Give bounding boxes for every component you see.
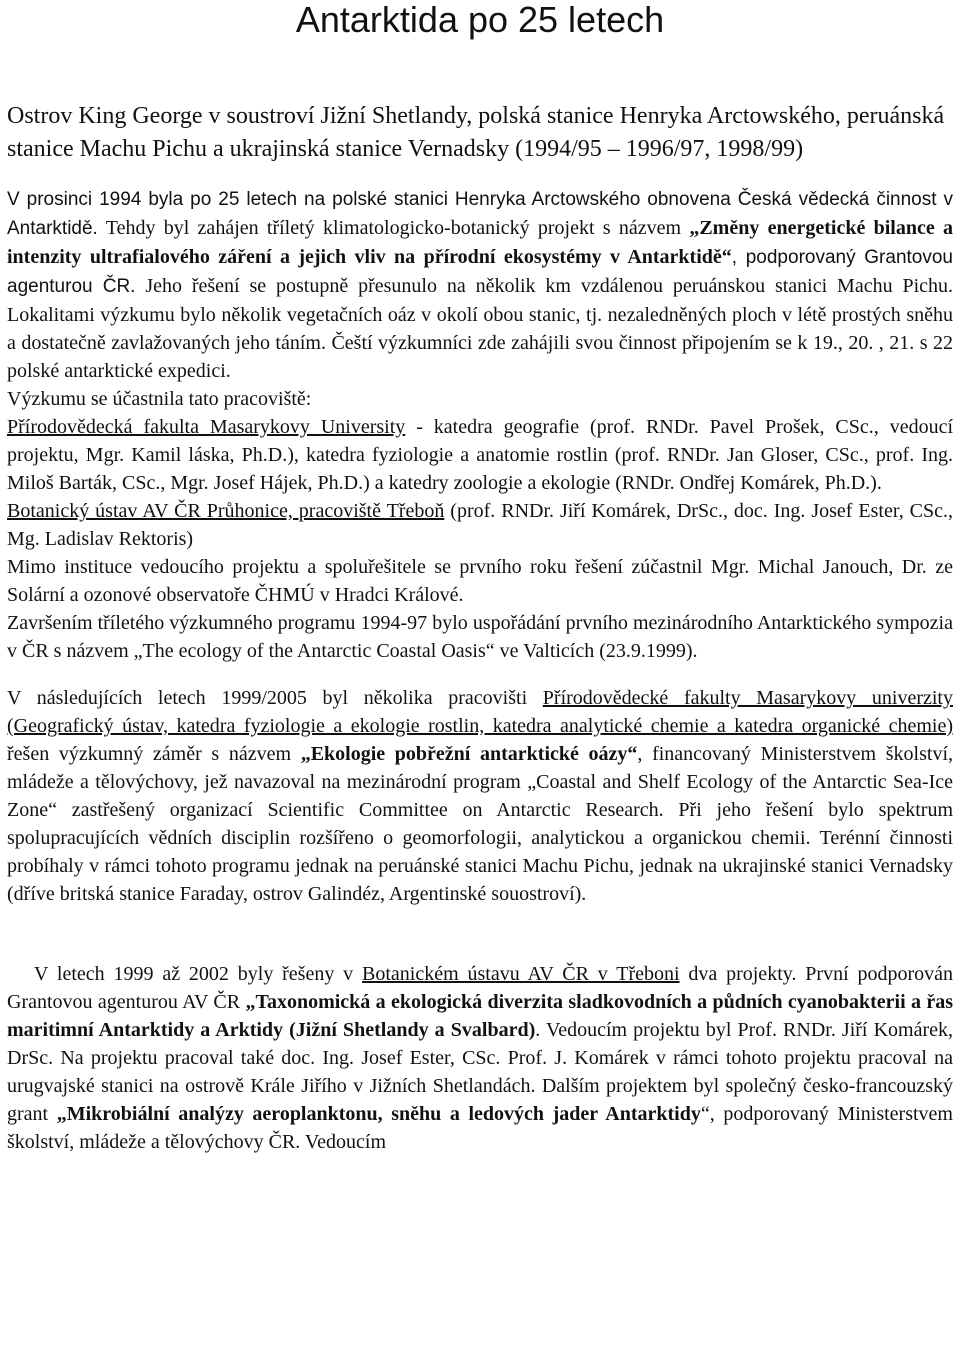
project-title-3: „Taxonomická a ekologická diverzita sladkovodních a půdních cyanobakterii a řas maritimní Antarktidy a Arktidy (Jižní Shetlandy a Svalbard) bbox=[7, 991, 953, 1041]
spacer bbox=[7, 908, 953, 960]
paragraph-3 bbox=[7, 960, 953, 1156]
p1-sentence-2: Tehdy byl zahájen tříletý klimatologicko-botanický projekt s názvem bbox=[97, 217, 690, 239]
p1-sentence-8: Mimo instituce vedoucího projektu a spoluřešitele se prvního roku řešení zúčastnil Mgr. Michal Janouch, Dr. ze Solární a ozonové observatoře ČHMÚ v Hradci Králové. bbox=[7, 556, 953, 606]
spacer bbox=[7, 665, 953, 684]
institution-link-2[interactable]: Botanický ústav AV ČR Průhonice, pracoviště Třeboň bbox=[7, 500, 445, 522]
p2-sentence-3: , financovaný Ministerstvem školství, mládeže a tělovýchovy, jež navazoval na mezinárodní program „Coastal and Shelf Ecology of the Antarctic Sea-Ice Zone“ zastřešený organizací Scientific Committee on Antarctic Research. Při jeho řešení bylo spektrum spolupracujících vědních disciplin rozšířeno o geomorfologii, analytickou a organickou chemii. Terénní činnosti probíhaly v rámci tohoto programu jednak na peruánské stanici Machu Pichu, jednak na ukrajinské stanici Vernadsky (dříve britská stanice Faraday, ostrov Galindéz, Argentinské souostroví). bbox=[7, 743, 954, 905]
subtitle: Ostrov King George v soustroví Jižní Shetlandy, polská stanice Henryka Arctowského, peruánská stanice Machu Pichu a ukrajinská stanice Vernadsky (1994/95 – 1996/97, 1998/99) bbox=[7, 103, 945, 162]
p1-sentence-7: (prof. RNDr. Jiří Komárek, DrSc., doc. Ing. Josef Ester, CSc., Mg. Ladislav Rektoris) bbox=[7, 500, 953, 550]
paragraph-1 bbox=[7, 185, 953, 665]
p1-sentence-6: - katedra geografie (prof. RNDr. Pavel Prošek, CSc., vedoucí projektu, Mgr. Kamil láska, Ph.D.), katedra fyziologie a anatomie rostlin (prof. RNDr. Jan Gloser, CSc., prof. Ing. Miloš Barták, CSc., Mgr. Josef Hájek, Ph.D.) a katedry zoologie a ekologie (RNDr. Ondřej Komárek, Ph.D.). bbox=[7, 416, 953, 494]
paragraph-2 bbox=[7, 684, 953, 908]
institution-link-3[interactable]: Přírodovědecké fakulty Masarykovy univerzity (Geografický ústav, katedra fyziologie a ekologie rostlin, katedra analytické chemie a katedra organické chemie) bbox=[7, 687, 953, 737]
p1-sentence-5: Výzkumu se účastnila tato pracoviště: bbox=[7, 388, 312, 410]
project-title-4: „Mikrobiální analýzy aeroplanktonu, sněhu a ledových jader Antarktidy bbox=[56, 1103, 701, 1125]
spacer bbox=[7, 166, 953, 185]
p1-sentence-9: Završením tříletého výzkumného programu 1994-97 bylo uspořádání prvního mezinárodního Antarktického sympozia v ČR s názvem „The ecology of the Antarctic Coastal Oasis“ ve Valticích (23.9.1999). bbox=[7, 612, 953, 662]
institution-link-4[interactable]: Botanickém ústavu AV ČR v Třeboni bbox=[362, 963, 680, 985]
p3-sentence-3: . Vedoucím projektu byl Prof. RNDr. Jiří Komárek, DrSc. Na projektu pracoval také doc. Ing. Josef Ester, CSc. Prof. J. Komárek v rámci tohoto projektu pracoval na urugvajské stanici na ostrově Krále Jiřího v Jižních Shetlandách. Dalším projektem byl společný česko-francouzský grant bbox=[7, 1019, 953, 1125]
p2-sentence-1: V následujících letech 1999/2005 byl několika pracovišti bbox=[7, 687, 543, 709]
p3-sentence-1: V letech 1999 až 2002 byly řešeny v bbox=[34, 963, 363, 985]
p1-sentence-4: Jeho řešení se postupně přesunulo na několik km vzdálenou peruánskou stanici Machu Pichu. Lokalitami výzkumu bylo několik vegetačních oáz v okolí obou stanic, tj. nezaledněných ploch v létě prostých sněhu a dostatečně zavlažovaných jeho táním. Čeští výzkumníci zde zahájili svou činnost připojením se k 19., 20. , 21. s 22 polské antarktické expedici. bbox=[7, 275, 954, 382]
p3-sentence-4: “, podporovaný Ministerstvem školství, mládeže a tělovýchovy ČR. Vedoucím bbox=[7, 1103, 953, 1153]
p1-sentence-3: , podporovaný Grantovou agenturou ČR. bbox=[7, 247, 953, 297]
project-title-1: „Změny energetické bilance a intenzity ultrafialového záření a jejich vliv na přírodní ekosystémy v Antarktidě“ bbox=[7, 217, 953, 268]
project-title-2: „Ekologie pobřežní antarktické oázy“ bbox=[300, 743, 638, 765]
institution-link-1[interactable]: Přírodovědecká fakulta Masarykovy University bbox=[7, 416, 406, 438]
p3-sentence-2: dva projekty. První podporován Grantovou agenturou AV ČR bbox=[7, 963, 953, 1013]
p2-sentence-2: řešen výzkumný záměr s názvem bbox=[7, 743, 301, 765]
page-title: Antarktida po 25 letech bbox=[295, 0, 665, 40]
p1-sentence-1: V prosinci 1994 byla po 25 letech na polské stanici Henryka Arctowského obnovena Česká vědecká činnost v Antarktidě. bbox=[7, 189, 953, 239]
